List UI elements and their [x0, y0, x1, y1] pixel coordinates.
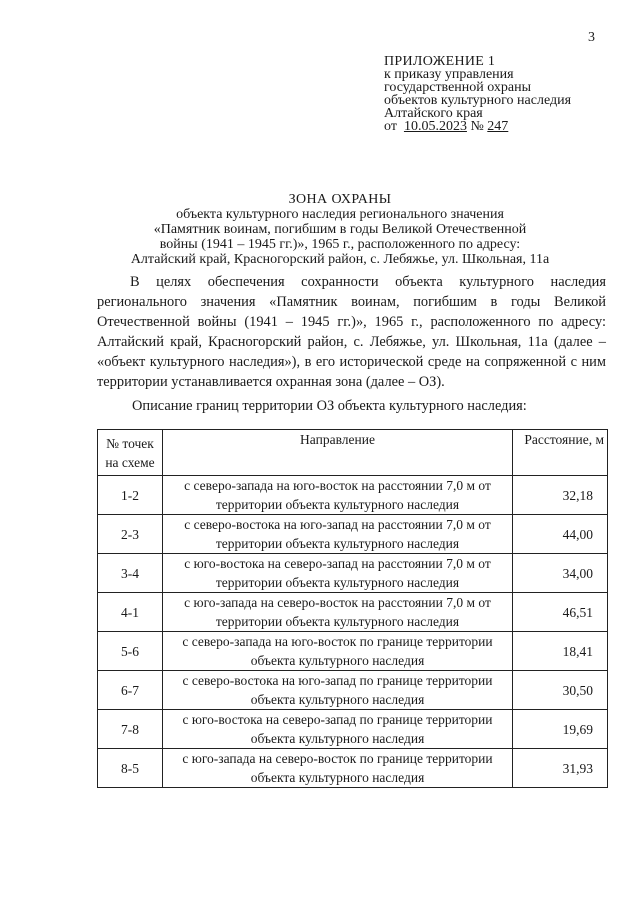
order-date-line: [384, 120, 571, 133]
appendix-line: к приказу управления: [384, 67, 514, 82]
table-row: [98, 671, 608, 710]
zone-line: «Памятник воинам, погибшим в годы Великой Отечественной: [153, 222, 527, 237]
boundary-table: [97, 429, 608, 788]
appendix-header: [384, 55, 571, 133]
header-direction: Направление: [163, 430, 513, 476]
cell-direction: с северо-запада на юго-восток на расстоянии 7,0 м от территории объекта культурного наследия: [163, 476, 513, 515]
cell-distance: 32,18: [513, 476, 608, 515]
cell-points: 4-1: [98, 593, 163, 632]
table-row: [98, 749, 608, 788]
table-row: [98, 476, 608, 515]
cell-points: 6-7: [98, 671, 163, 710]
cell-points: 7-8: [98, 710, 163, 749]
appendix-line: объектов культурного наследия: [384, 93, 572, 108]
appendix-line: Алтайского края: [384, 106, 483, 121]
cell-direction: с юго-запада на северо-восток по границе территории объекта культурного наследия: [163, 749, 513, 788]
cell-direction: с северо-востока на юго-запад на расстоянии 7,0 м от территории объекта культурного наследия: [163, 515, 513, 554]
cell-distance: 19,69: [513, 710, 608, 749]
table-caption: Описание границ территории ОЗ объекта культурного наследия:: [132, 398, 527, 414]
number-prefix: №: [470, 119, 484, 134]
intro-paragraph: [97, 272, 606, 392]
table-header-row: [98, 430, 608, 476]
cell-direction: с северо-востока на юго-запад по границе территории объекта культурного наследия: [163, 671, 513, 710]
table-row: [98, 710, 608, 749]
table-row: [98, 554, 608, 593]
table-row: [98, 515, 608, 554]
cell-points: 2-3: [98, 515, 163, 554]
zone-title: ЗОНА ОХРАНЫ: [288, 192, 392, 207]
header-distance: Расстояние, м: [513, 430, 608, 476]
cell-direction: с юго-запада на северо-восток на расстоянии 7,0 м от территории объекта культурного наследия: [163, 593, 513, 632]
cell-points: 1-2: [98, 476, 163, 515]
zone-header: [80, 192, 600, 267]
header-points: № точек на схеме: [98, 430, 163, 476]
cell-points: 8-5: [98, 749, 163, 788]
order-number: 247: [487, 119, 509, 134]
cell-points: 5-6: [98, 632, 163, 671]
table-row: [98, 632, 608, 671]
appendix-title: ПРИЛОЖЕНИЕ 1: [384, 54, 496, 69]
zone-line: объекта культурного наследия регионального значения: [176, 207, 504, 222]
order-date: 10.05.2023: [403, 119, 467, 134]
table-row: [98, 593, 608, 632]
cell-distance: 34,00: [513, 554, 608, 593]
page-number: 3: [588, 30, 595, 45]
cell-direction: с юго-востока на северо-запад по границе территории объекта культурного наследия: [163, 710, 513, 749]
cell-distance: 44,00: [513, 515, 608, 554]
zone-line: войны (1941 – 1945 гг.)», 1965 г., расположенного по адресу:: [159, 237, 521, 252]
zone-line: Алтайский край, Красногорский район, с. Лебяжье, ул. Школьная, 11а: [130, 252, 550, 267]
cell-distance: 31,93: [513, 749, 608, 788]
date-prefix: от: [384, 119, 397, 134]
intro-text: В целях обеспечения сохранности объекта культурного наследия регионального значения «Памятник воинам, погибшим в годы Великой Отечественной войны (1941 – 1945 гг.)», 1965 г., расположенного по адресу: Алтайский край, Красногорский район, с. Лебяжье, ул. Школьная, 11а (далее – «объект культурного наследия»), в его исторической среде на сопряженной с ним территории устанавливается охранная зона (далее – ОЗ).: [97, 274, 606, 390]
cell-distance: 18,41: [513, 632, 608, 671]
appendix-line: государственной охраны: [384, 80, 532, 95]
cell-distance: 46,51: [513, 593, 608, 632]
cell-distance: 30,50: [513, 671, 608, 710]
cell-direction: с северо-запада на юго-восток по границе территории объекта культурного наследия: [163, 632, 513, 671]
cell-points: 3-4: [98, 554, 163, 593]
cell-direction: с юго-востока на северо-запад на расстоянии 7,0 м от территории объекта культурного наследия: [163, 554, 513, 593]
